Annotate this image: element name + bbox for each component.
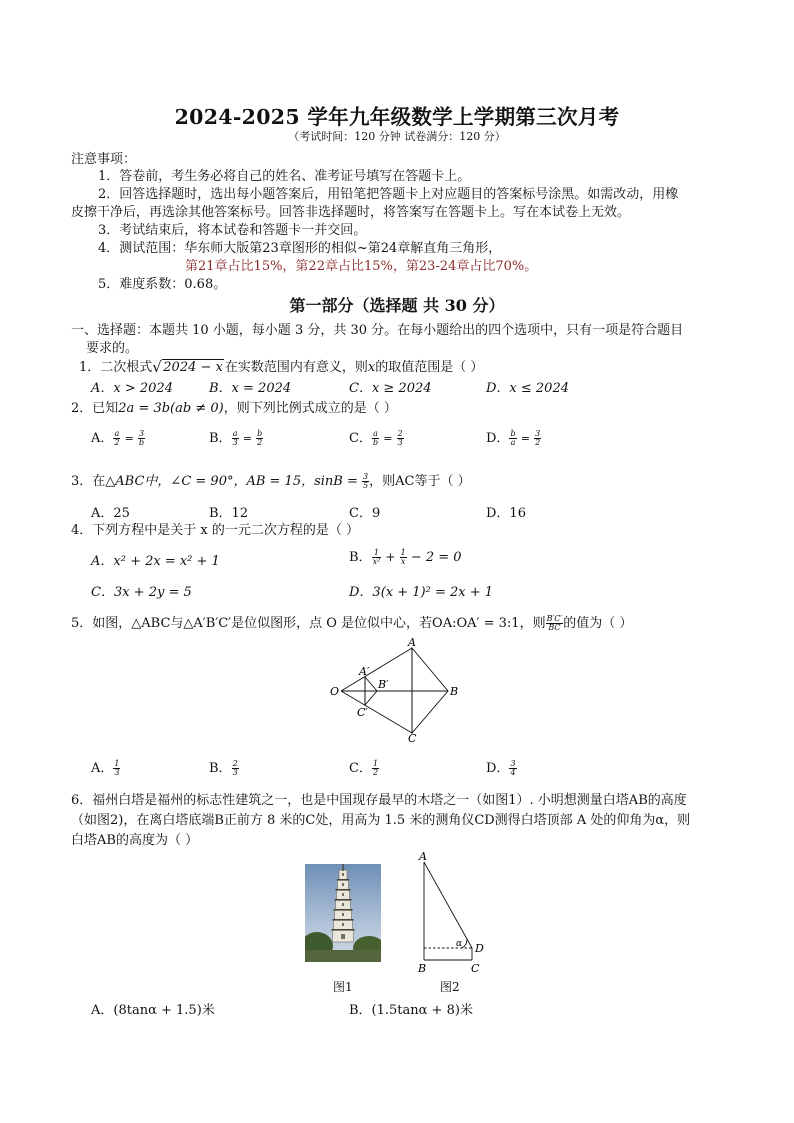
q2-option-a[interactable]: A． $\frac{a}{2}$ = $\frac{3}{b}$ xyxy=(91,429,145,447)
q2-option-b[interactable]: B． $\frac{a}{3}$ = $\frac{b}{2}$ xyxy=(209,429,263,447)
part1-instruction-2: 要求的。 xyxy=(86,341,139,356)
q1-option-b[interactable]: B．x = 2024 xyxy=(209,381,292,396)
label-A: A xyxy=(419,850,427,863)
label-alpha: α xyxy=(456,939,463,949)
notice-item-3: 3．考试结束后，将本试卷和答题卡一并交回。 xyxy=(98,223,367,238)
notice-heading: 注意事项： xyxy=(71,152,137,167)
q6-option-a[interactable]: A．(8tanα + 1.5)米 xyxy=(91,1003,215,1018)
label-A-prime: A′ xyxy=(359,665,370,678)
radicand: 2024 − x xyxy=(163,360,223,375)
label-B: B xyxy=(418,962,427,975)
notice-item-2-cont: 皮擦干净后，再选涂其他答案标号。回答非选择题时，将答案写在答题卡上。写在本试卷上无效。 xyxy=(71,205,631,220)
label-C: C xyxy=(471,962,480,975)
question-4-stem: 4．下列方程中是关于 x 的一元二次方程的是（ ） xyxy=(71,523,359,538)
q4-option-b[interactable]: B． $\frac{1}{\text{x²}}$ + $\frac{1}{x}$ − 2 = 0 xyxy=(349,548,462,566)
question-2-stem: 2．已知2a = 3b(ab ≠ 0)，则下列比例式成立的是（ ） xyxy=(71,401,397,416)
label-O: O xyxy=(330,685,340,698)
exam-subtitle: （考试时间：120 分钟 试卷满分：120 分） xyxy=(288,130,506,143)
label-A: A xyxy=(408,638,416,649)
homothety-figure xyxy=(330,638,470,748)
q1-option-d[interactable]: D．x ≤ 2024 xyxy=(486,381,569,396)
q4-option-a[interactable]: A．x² + 2x = x² + 1 xyxy=(91,554,220,569)
q5-option-d[interactable]: D． $\frac{3}{4}$ xyxy=(486,759,516,777)
question-6-line-1: 6．福州白塔是福州的标志性建筑之一，也是中国现存最早的木塔之一（如图1）. 小明想测量白塔AB的高度 xyxy=(71,793,687,808)
notice-item-4: 4．测试范围：华东师大版第23章图形的相似~第24章解直角三角形， xyxy=(98,241,502,256)
q4-option-c[interactable]: C．3x + 2y = 5 xyxy=(91,585,192,600)
notice-item-1: 1．答卷前，考生务必将自己的姓名、准考证号填写在答题卡上。 xyxy=(98,169,471,184)
notice-item-4-cont: 第21章占比15%，第22章占比15%，第23-24章占比70%。 xyxy=(185,259,538,274)
part1-instruction-1: 一、选择题：本题共 10 小题，每小题 3 分，共 30 分。在每小题给出的四个选项中，只有一项是符合题目 xyxy=(71,323,684,338)
notice-item-5: 5．难度系数：0.68。 xyxy=(98,277,227,292)
q3-option-d[interactable]: D．16 xyxy=(486,506,526,521)
q5-option-a[interactable]: A． $\frac{1}{3}$ xyxy=(91,759,120,777)
question-5-stem: 5．如图，△ABC与△A′B′C′是位似图形，点 O 是位似中心，若OA:OA′ = 3:1，则 $\frac{B'C'}{BC}$ 的值为（ ） xyxy=(71,614,633,632)
q2-option-c[interactable]: C． $\frac{a}{b}$ = $\frac{2}{3}$ xyxy=(349,429,403,447)
label-C-prime: C′ xyxy=(357,706,368,719)
figure-2-caption: 图2 xyxy=(440,980,460,994)
q5-option-b[interactable]: B． $\frac{2}{3}$ xyxy=(209,759,238,777)
q4-option-d[interactable]: D．3(x + 1)² = 2x + 1 xyxy=(349,585,493,600)
pagoda-photo xyxy=(305,864,381,962)
q6-option-b[interactable]: B．(1.5tanα + 8)米 xyxy=(349,1003,473,1018)
tower-triangle-figure xyxy=(410,848,500,978)
part1-title: 第一部分（选择题 共 30 分） xyxy=(289,296,505,315)
question-3-stem: 3．在△ABC中，∠C = 90°，AB = 15，sinB = $\frac{3}{5}$ ，则AC等于（ ） xyxy=(71,472,471,490)
q3-option-b[interactable]: B．12 xyxy=(209,506,249,521)
label-D: D xyxy=(475,942,484,955)
q1-option-c[interactable]: C．x ≥ 2024 xyxy=(349,381,432,396)
label-B: B xyxy=(450,685,459,698)
q3-option-c[interactable]: C．9 xyxy=(349,506,381,521)
q5-option-c[interactable]: C． $\frac{1}{2}$ xyxy=(349,759,379,777)
q2-option-d[interactable]: D． $\frac{b}{a}$ = $\frac{3}{2}$ xyxy=(486,429,541,447)
figure-1-caption: 图1 xyxy=(333,980,353,994)
question-6-line-2: （如图2)，在离白塔底端B正前方 8 米的C处，用高为 1.5 米的测角仪CD测得白塔顶部 A 处的仰角为α，则 xyxy=(71,813,691,828)
label-B-prime: B′ xyxy=(378,678,389,691)
question-1-stem: 1．二次根式 √ 2024 − x 在实数范围内有意义，则x的取值范围是（ ） xyxy=(79,358,484,376)
question-6-line-3: 白塔AB的高度为（ ） xyxy=(71,833,199,848)
exam-title: 2024-2025 学年九年级数学上学期第三次月考 xyxy=(174,105,620,129)
q3-option-a[interactable]: A．25 xyxy=(91,506,130,521)
notice-item-2: 2．回答选择题时，选出每小题答案后，用铅笔把答题卡上对应题目的答案标号涂黑。如需改动，用橡 xyxy=(98,187,679,202)
q1-option-a[interactable]: A．x > 2024 xyxy=(91,381,173,396)
label-C: C xyxy=(408,732,417,745)
